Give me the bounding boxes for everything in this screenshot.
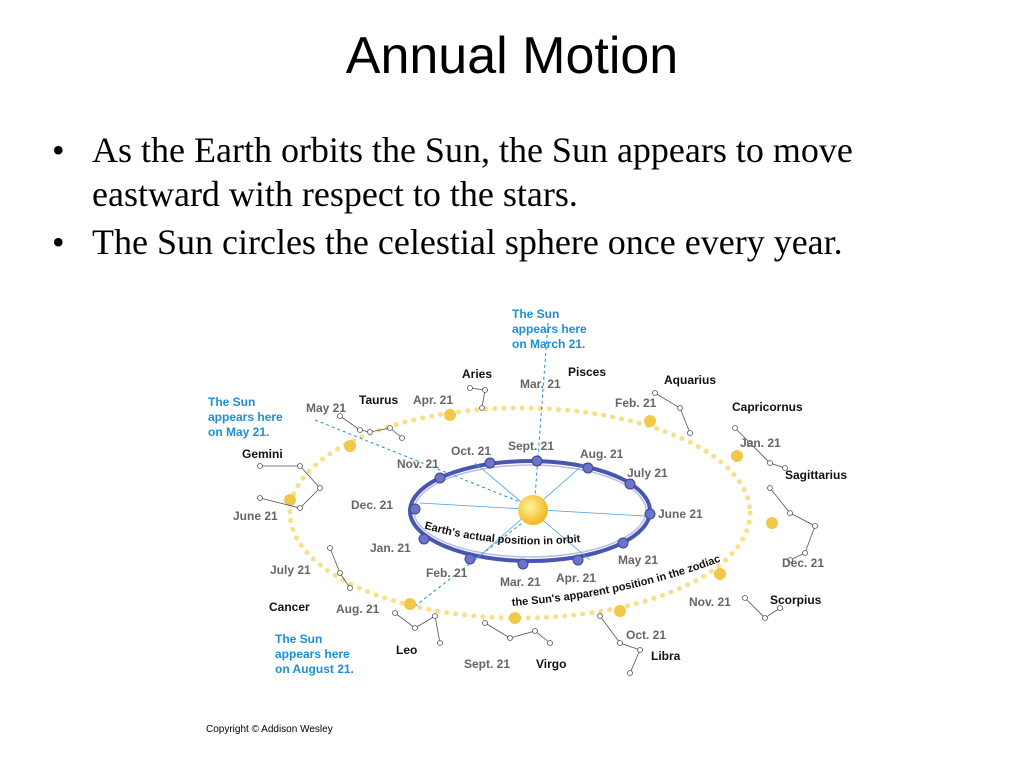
constellation-figures xyxy=(258,386,818,676)
callout-line: The Sun xyxy=(512,307,560,321)
sun-position-icon xyxy=(614,605,626,617)
callout-line: appears here xyxy=(208,410,283,424)
sun-position-icon xyxy=(344,440,356,452)
orbit-date: July 21 xyxy=(627,466,668,480)
constellation-label: Scorpius xyxy=(770,593,822,607)
callout-line: on March 21. xyxy=(512,337,586,351)
sun-position-icon xyxy=(644,415,656,427)
zodiac-date: Aug. 21 xyxy=(336,602,380,616)
zodiac-date: July 21 xyxy=(270,563,311,577)
earth-icon xyxy=(435,473,445,483)
earth-icon xyxy=(518,559,528,569)
earth-icon xyxy=(573,555,583,565)
callout-line: The Sun xyxy=(275,632,323,646)
zodiac-date: Apr. 21 xyxy=(413,393,454,407)
orbit-date: Aug. 21 xyxy=(580,447,624,461)
constellation-label: Aries xyxy=(462,367,493,381)
earth-icon xyxy=(465,554,475,564)
orbit-label-text: Earth's actual position in orbit xyxy=(423,519,581,548)
callout-line: The Sun xyxy=(208,395,256,409)
zodiac-date: Oct. 21 xyxy=(626,628,667,642)
copyright-text: Copyright © Addison Wesley xyxy=(206,724,333,735)
callout-line: appears here xyxy=(512,322,587,336)
bullet-item xyxy=(52,128,972,216)
earth-icon xyxy=(485,458,495,468)
earth-icon xyxy=(419,534,429,544)
zodiac-date: Feb. 21 xyxy=(615,396,657,410)
orbit-date: Jan. 21 xyxy=(370,541,411,555)
zodiac-date: Dec. 21 xyxy=(782,556,825,570)
earth-icon xyxy=(532,456,542,466)
constellation-label: Taurus xyxy=(359,393,399,407)
bullet-marker: • xyxy=(52,130,65,170)
sun-position-icon xyxy=(714,568,726,580)
earth-icon xyxy=(618,538,628,548)
constellation-label: Gemini xyxy=(242,447,283,461)
earth-icon xyxy=(645,509,655,519)
callout-line: on May 21. xyxy=(208,425,270,439)
orbit-date: Apr. 21 xyxy=(556,571,597,585)
earth-icon xyxy=(410,504,420,514)
zodiac-date: May 21 xyxy=(306,401,347,415)
orbit-date: Feb. 21 xyxy=(426,566,468,580)
callout-august xyxy=(275,632,354,676)
zodiac-date: Mar. 21 xyxy=(520,377,561,391)
bullet-marker: • xyxy=(52,222,65,262)
orbit-date: May 21 xyxy=(618,553,659,567)
constellation-label: Leo xyxy=(396,643,418,657)
sun-position-icon xyxy=(766,517,778,529)
zodiac-date: Jan. 21 xyxy=(740,436,781,450)
constellation-label: Sagittarius xyxy=(785,468,848,482)
constellation-label: Pisces xyxy=(568,365,607,379)
callout-march xyxy=(512,307,587,351)
constellation-label: Aquarius xyxy=(664,373,717,387)
bullet-list xyxy=(52,128,972,268)
orbit-date: Mar. 21 xyxy=(500,575,541,589)
sun-position-icon xyxy=(731,450,743,462)
zodiac-date: June 21 xyxy=(233,509,278,523)
callout-may xyxy=(208,395,283,439)
bullet-text: As the Earth orbits the Sun, the Sun appears to move eastward with respect to the stars. xyxy=(92,130,853,214)
orbit-date: June 21 xyxy=(658,507,703,521)
constellation-label: Virgo xyxy=(536,657,567,671)
zodiac-label-text: the Sun's apparent position in the zodiac xyxy=(511,552,723,609)
orbit-date: Sept. 21 xyxy=(508,439,555,453)
slide-title: Annual Motion xyxy=(345,27,679,85)
zodiac-date: Nov. 21 xyxy=(689,595,731,609)
callout-line: on August 21. xyxy=(275,662,354,676)
sun-position-icon xyxy=(404,598,416,610)
constellation-label: Libra xyxy=(651,649,681,663)
constellation-label: Cancer xyxy=(269,600,310,614)
sun-position-icon xyxy=(509,612,521,624)
earth-icon xyxy=(583,463,593,473)
orbit-date: Dec. 21 xyxy=(351,498,394,512)
orbit-date: Nov. 21 xyxy=(397,457,439,471)
annual-motion-diagram xyxy=(190,298,890,748)
orbit-date: Oct. 21 xyxy=(451,444,492,458)
sun-position-icon xyxy=(444,409,456,421)
sun-icon xyxy=(518,495,548,525)
bullet-text: The Sun circles the celestial sphere once every year. xyxy=(92,222,843,262)
bullet-item xyxy=(52,220,972,264)
constellation-label: Capricornus xyxy=(732,400,803,414)
earth-icon xyxy=(625,479,635,489)
zodiac-date: Sept. 21 xyxy=(464,657,511,671)
callout-line: appears here xyxy=(275,647,350,661)
